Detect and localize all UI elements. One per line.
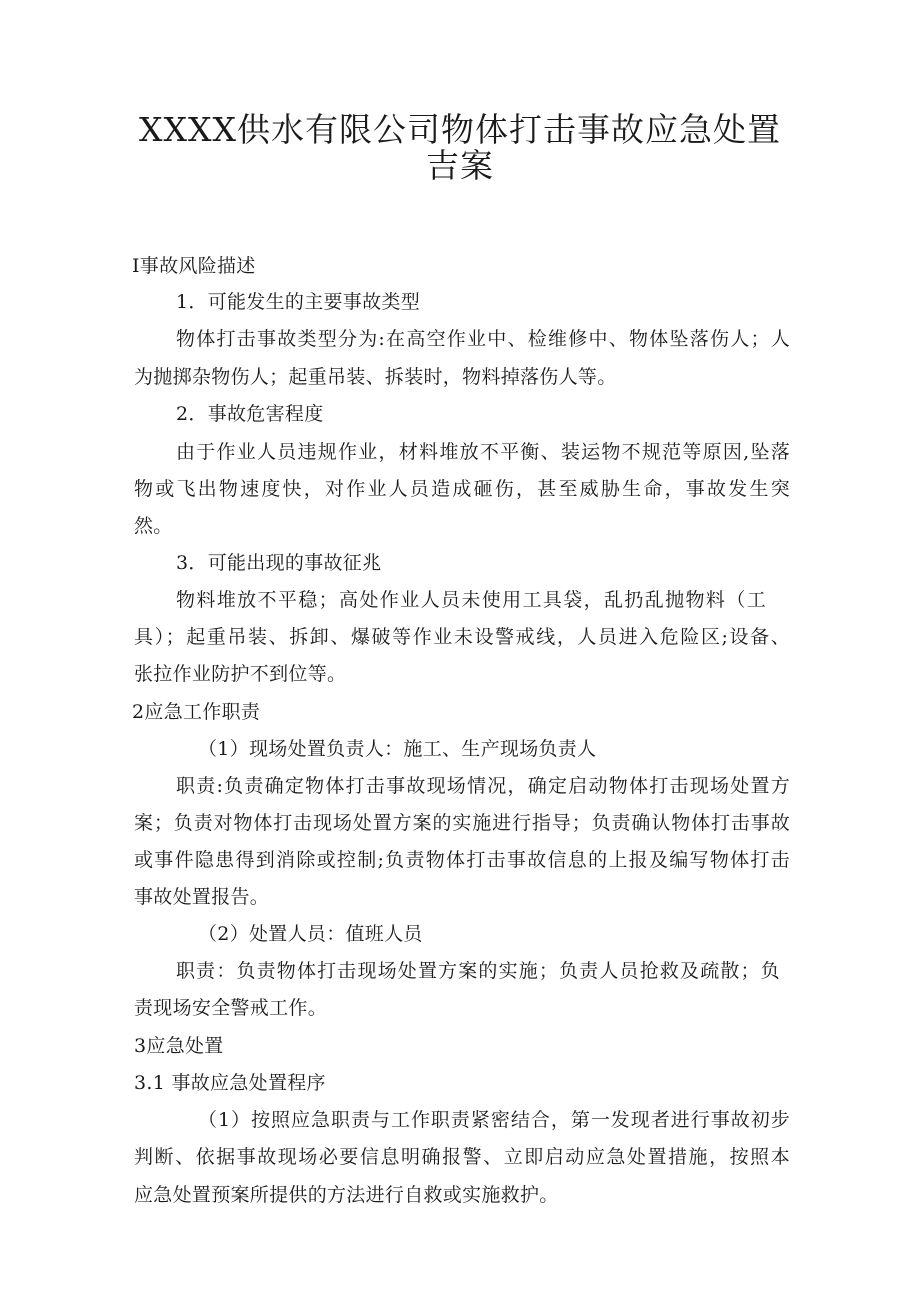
subsection-heading: 1．可能发生的主要事故类型 <box>176 291 420 313</box>
section-heading-2: 2应急工作职责 <box>132 701 261 723</box>
paragraph-line: 职责：负责物体打击现场处置方案的实施；负责人员抢救及疏散；负 <box>176 960 780 982</box>
paragraph-line: 物体打击事故类型分为:在高空作业中、检维修中、物体坠落伤人；人 <box>176 328 790 350</box>
section-heading-3: 3应急处置 <box>134 1035 224 1057</box>
paragraph-line: 张拉作业防护不到位等。 <box>134 663 347 685</box>
paragraph-line: 应急处置预案所提供的方法进行自救或实施救护。 <box>134 1184 559 1206</box>
role-heading: （2）处置人员：值班人员 <box>198 923 423 945</box>
paragraph-line: 物或飞出物速度快，对作业人员造成砸伤，甚至威胁生命，事故发生突 <box>134 478 790 500</box>
paragraph-line: 然。 <box>134 515 173 537</box>
paragraph-line: 或事件隐患得到消除或控制;负责物体打击事故信息的上报及编写物体打击 <box>134 849 790 871</box>
role-heading: （1）现场处置负责人：施工、生产现场负责人 <box>198 738 597 760</box>
paragraph-line: 事故处置报告。 <box>134 886 270 908</box>
paragraph-line: 判断、依据事故现场必要信息明确报警、立即启动应急处置措施，按照本 <box>134 1146 790 1168</box>
subsection-heading: 3．可能出现的事故征兆 <box>176 552 382 574</box>
paragraph-line: 职责:负责确定物体打击事故现场情况，确定启动物体打击现场处置方 <box>176 775 790 797</box>
subsection-heading: 2．事故危害程度 <box>176 403 324 425</box>
paragraph-line: 案；负责对物体打击现场处置方案的实施进行指导；负责确认物体打击事故 <box>134 812 790 834</box>
paragraph-line: 具）；起重吊装、拆卸、爆破等作业未设警戒线，人员进入危险区;设备、 <box>134 626 790 648</box>
paragraph-line: 物料堆放不平稳；高处作业人员未使用工具袋，乱扔乱抛物料（工 <box>176 589 766 611</box>
paragraph-line: 为抛掷杂物伤人；起重吊装、拆装时，物料掉落伤人等。 <box>134 366 617 388</box>
paragraph-line: （1）按照应急职责与工作职责紧密结合，第一发现者进行事故初步 <box>198 1109 790 1131</box>
paragraph-line: 责现场安全警戒工作。 <box>134 997 328 1019</box>
document-title-line-2: 吉案 <box>426 146 494 185</box>
document-title-line-1: XXXX供水有限公司物体打击事故应急处置 <box>139 110 781 149</box>
paragraph-line: 由于作业人员违规作业，材料堆放不平衡、装运物不规范等原因,坠落 <box>176 441 790 463</box>
subsection-heading-3-1: 3.1 事故应急处置程序 <box>134 1072 326 1094</box>
section-heading-1: I事故风险描述 <box>132 255 256 277</box>
